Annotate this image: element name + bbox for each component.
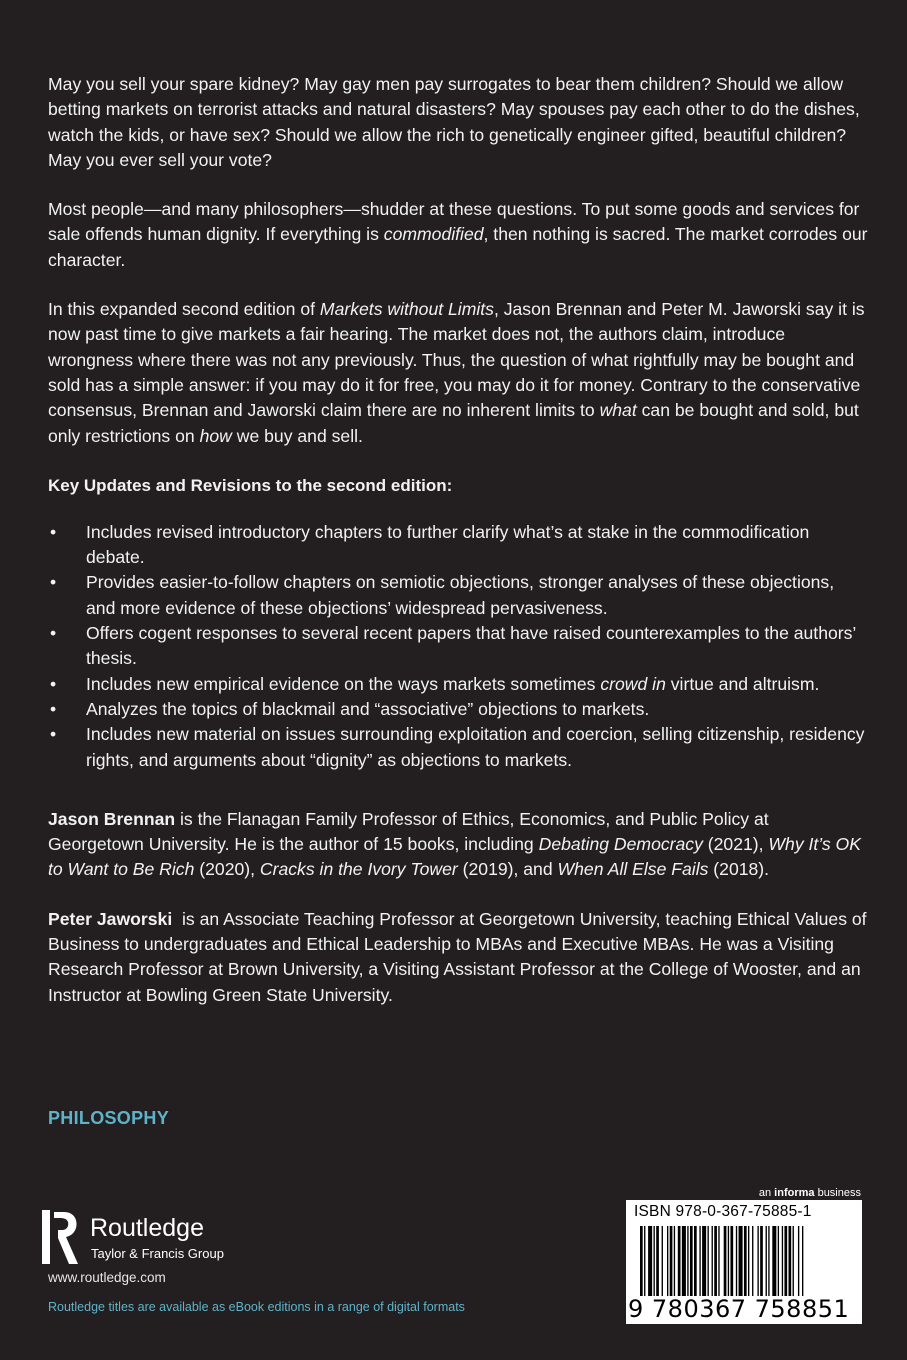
barcode-bar (768, 1226, 769, 1296)
bullet-glyph: • (50, 724, 57, 745)
barcode-bar (748, 1226, 749, 1296)
author-bio-brennan: Jason Brennan is the Flanagan Family Professor of Ethics, Economics, and Public Policy at Georgetown University. He is the author of 15 books, including Debating Democracy (2021), Why It’s OK to Want to Be Rich (2020), Cracks in the Ivory Tower (2019), and When All Else Fails (2018). (48, 808, 861, 880)
blurb (48, 72, 872, 1032)
barcode-bar (687, 1226, 688, 1296)
category-label: PHILOSOPHY (48, 1108, 170, 1128)
barcode-bar (784, 1226, 787, 1296)
updates-heading: Key Updates and Revisions to the second edition: (48, 475, 453, 495)
barcode-bar (714, 1226, 717, 1296)
barcode-bar (702, 1226, 706, 1296)
barcode-bar (667, 1226, 668, 1296)
intro-paragraph: May you sell your spare kidney? May gay men pay surrogates to bear them children? Should we allow betting markets on terrorist attacks and natural disasters? May spouses pay each other to do the dishes, watch the kids, or have sex? Should we allow the rich to genetically engineer gifted, beautiful children? May you ever sell your vote? (48, 74, 860, 170)
barcode-bar (699, 1226, 700, 1296)
barcode-bar (690, 1226, 693, 1296)
barcode-bar (766, 1226, 767, 1296)
list-item: • Includes new empirical evidence on the ways markets sometimes crowd in virtue and altruism. (48, 672, 868, 697)
ebook-note: Routledge titles are available as eBook editions in a range of digital formats (48, 1300, 465, 1314)
barcode-bar (778, 1226, 779, 1296)
barcode-bar (682, 1226, 686, 1296)
barcode-bar (654, 1226, 655, 1296)
barcode-bar (724, 1226, 727, 1296)
barcode-bar (656, 1226, 659, 1296)
barcode-bar (670, 1226, 673, 1296)
publisher-website: www.routledge.com (48, 1270, 166, 1285)
list-item: • Offers cogent responses to several recent papers that have raised counterexamples to the authors’ thesis. (50, 623, 856, 669)
barcode-bar (678, 1226, 681, 1296)
routledge-logo-icon (40, 1208, 80, 1266)
barcode-bar (739, 1226, 743, 1296)
barcode-bars-icon (640, 1226, 850, 1296)
barcode-bar (648, 1226, 652, 1296)
barcode-bar (674, 1226, 675, 1296)
bullet-glyph: • (50, 698, 57, 719)
publisher-logo (40, 1208, 260, 1268)
bullet-glyph: • (50, 673, 57, 694)
barcode-bar (757, 1226, 758, 1296)
barcode-bar (662, 1226, 663, 1296)
list-item: • Includes revised introductory chapters to further clarify what’s at stake in the commodification debate. (50, 521, 810, 568)
publisher-group: Taylor & Francis Group (91, 1246, 224, 1261)
barcode-bar (793, 1226, 794, 1296)
third-paragraph: In this expanded second edition of Markets without Limits, Jason Brennan and Peter M. Jaworski say it is now past time to give markets a fair hearing. The market does not, the authors claim, introduce wrongness where there was not any previously. Thus, the question of what rightfully may be bought and sold has a simple answer: if you may do it for free, you may do it for money. Contrary to the conservative consensus, Brennan and Jaworski claim there are no inherent limits to what can be bought and sold, but only restrictions on how we buy and sell. (48, 299, 865, 446)
barcode-bar (744, 1226, 747, 1296)
publisher-name: Routledge (90, 1214, 204, 1242)
barcode-bar (730, 1226, 733, 1296)
updates-list (48, 520, 868, 773)
barcode-bar (708, 1226, 709, 1296)
bullet-glyph: • (50, 623, 57, 644)
second-paragraph: Most people—and many philosophers—shudder at these questions. To put some goods and services for sale offends human dignity. If everything is commodified, then nothing is sacred. The market corrodes our character. (48, 199, 868, 270)
barcode-bar (798, 1226, 799, 1296)
author-bio-jaworski: Peter Jaworski is an Associate Teaching Professor at Georgetown University, teaching Ethical Values of Business to undergraduates and Ethical Leadership to MBAs and Executive MBAs. He was a Visiting Research Professor at Brown University, a Visiting Assistant Professor at the College of Wooster, and an Instructor at Bowling Green State University. (48, 908, 872, 1005)
barcode-bar (752, 1226, 753, 1296)
barcode-bar (718, 1226, 719, 1296)
barcode-bar (782, 1226, 783, 1296)
barcode-bar (728, 1226, 729, 1296)
barcode-bar (789, 1226, 792, 1296)
isbn-label: ISBN 978-0-367-75885-1 (634, 1203, 812, 1220)
list-item: • Analyzes the topics of blackmail and “associative” objections to markets. (48, 697, 868, 722)
informa-tagline: an informa business (758, 1187, 861, 1199)
barcode-bar (760, 1226, 763, 1296)
barcode-bar (644, 1226, 645, 1296)
barcode-bar (712, 1226, 713, 1296)
bullet-glyph: • (50, 572, 57, 593)
barcode-bar (640, 1226, 643, 1296)
barcode-bar (694, 1226, 697, 1296)
list-item: • Provides easier-to-follow chapters on semiotic objections, stronger analyses of these objections, and more evidence of these objections’ widespread pervasiveness. (50, 572, 835, 618)
barcode-bar (736, 1226, 737, 1296)
list-item: • Includes new material on issues surrounding exploitation and coercion, selling citizenship, residency rights, and arguments about “dignity” as objections to markets. (50, 724, 865, 770)
barcode-bar (772, 1226, 776, 1296)
barcode (626, 1200, 862, 1324)
barcode-number: 9 780367 758851 (628, 1295, 850, 1323)
bullet-glyph: • (50, 521, 57, 542)
barcode-bar (802, 1226, 803, 1296)
